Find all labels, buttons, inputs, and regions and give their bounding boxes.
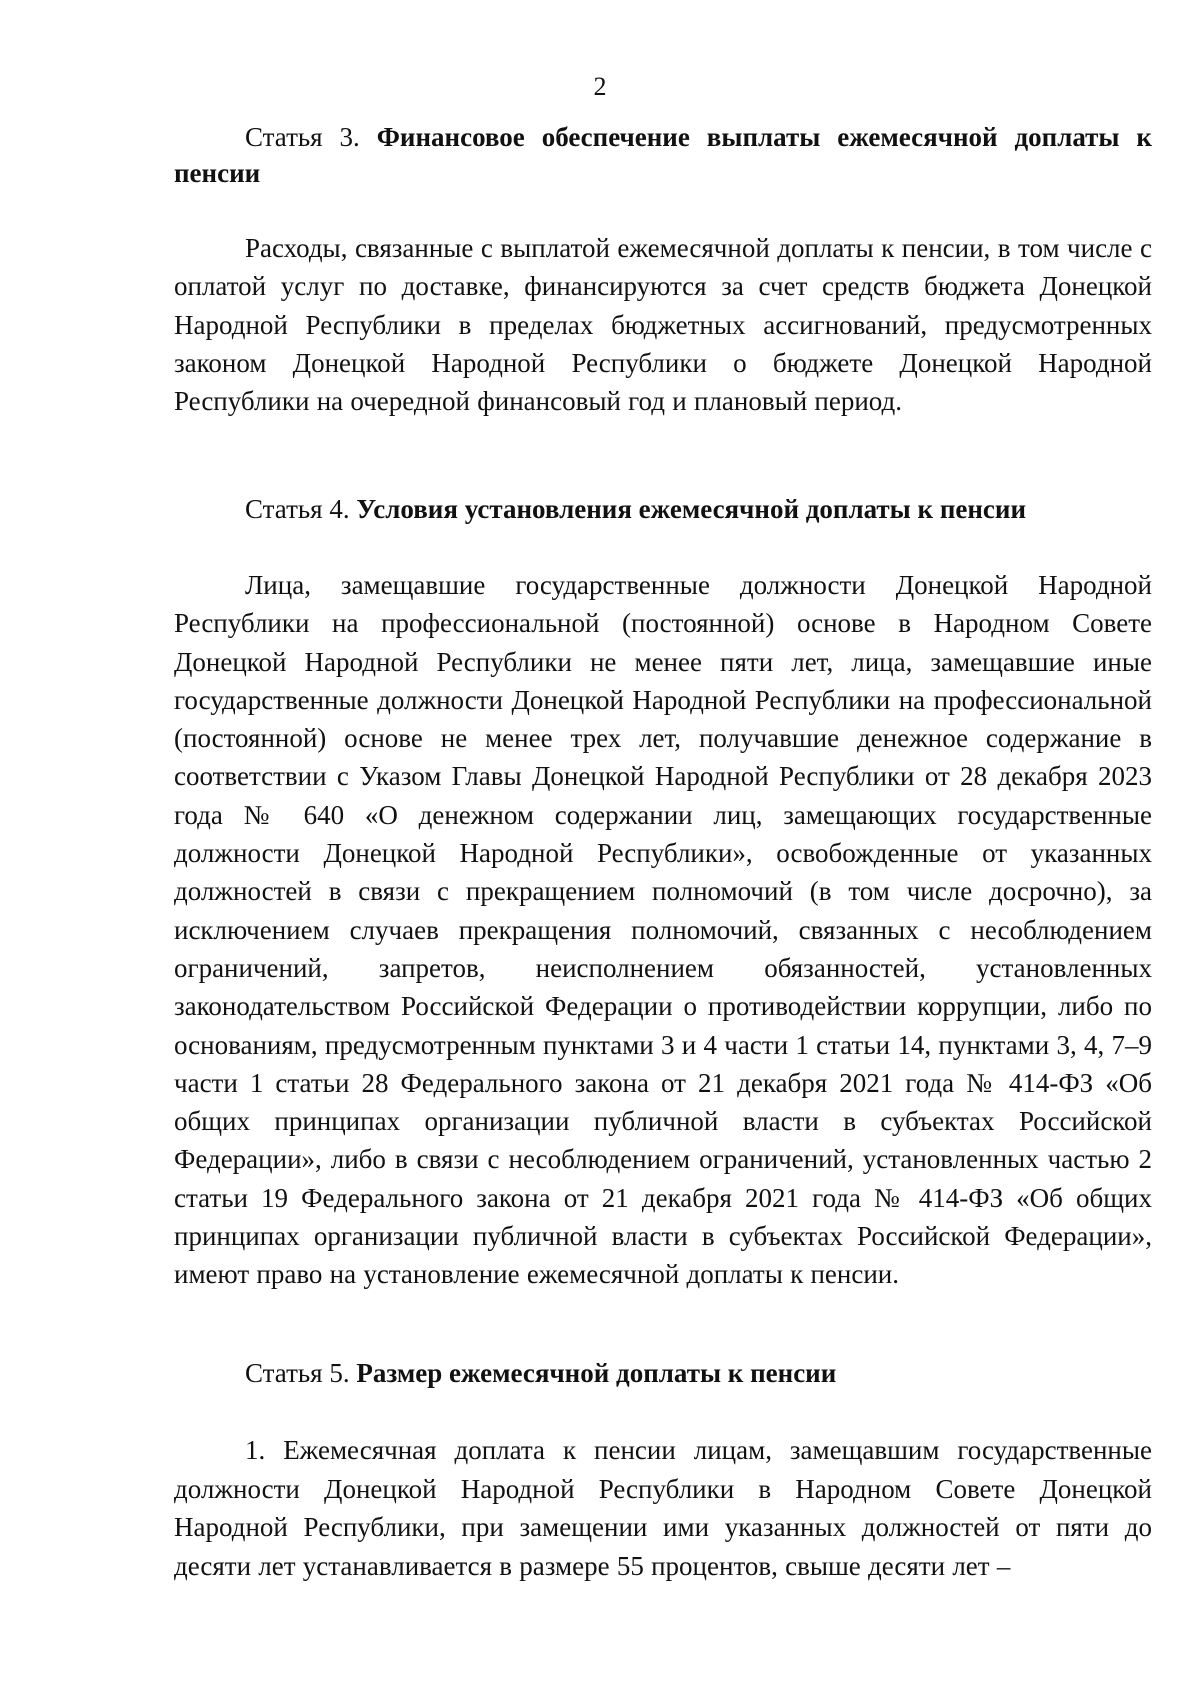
article-4-body: Лица, замещавшие государственные должности Донецкой Народной Республики на профессиональной (постоянной) основе в Народном Совете Донецкой Народной Республики не менее пяти лет, лица, замещавшие иные государственные должности Донецкой Народной Республики на профессиональной (постоянной) основе не менее трех лет, получавшие денежное содержание в соответствии с Указом Главы Донецкой Народной Республики от 28 декабря 2023 года № 640 «О денежном содержании лиц, замещающих государственные должности Донецкой Народной Республики», освобожденные от указанных должностей в связи с прекращением полномочий (в том числе досрочно), за исключением случаев прекращения полномочий, связанных с несоблюдением ограничений, запретов, неисполнением обязанностей, установленных законодательством Российской Федерации о противодействии коррупции, либо по основаниям, предусмотренным пунктами 3 и 4 части 1 статьи 14, пунктами 3, 4, 7–9 части 1 статьи 28 Федерального закона от 21 декабря 2021 года № 414-ФЗ «Об общих принципах организации публичной власти в субъектах Российской Федерации», либо в связи с несоблюдением ограничений, установленных частью 2 статьи 19 Федерального закона от 21 декабря 2021 года № 414-ФЗ «Об общих принципах организации публичной власти в субъектах Российской Федерации», имеют право на установление ежемесячной доплаты к пенсии. [174, 570, 1152, 1290]
article-3-heading [174, 119, 1152, 191]
article-3-title: Финансовое обеспечение выплаты ежемесячной доплаты к пенсии [174, 122, 1152, 188]
article-5-label: Статья 5. [245, 1358, 350, 1388]
article-5-title: Размер ежемесячной доплаты к пенсии [356, 1358, 837, 1388]
article-4-title: Условия установления ежемесячной доплаты к пенсии [356, 494, 1027, 524]
article-5-body: 1. Ежемесячная доплата к пенсии лицам, замещавшим государственные должности Донецкой Народной Республики в Народном Совете Донецкой Народной Республики, при замещении ими указанных должностей от пяти до десяти лет устанавливается в размере 55 процентов, свыше десяти лет – [174, 1435, 1152, 1581]
article-4-label: Статья 4. [245, 494, 350, 524]
article-5-heading [174, 1355, 1152, 1391]
article-3-label: Статья 3. [245, 122, 360, 152]
page-number: 2 [593, 72, 607, 101]
article-4-heading [174, 491, 1152, 527]
article-3-body: Расходы, связанные с выплатой ежемесячной доплаты к пенсии, в том числе с оплатой услуг по доставке, финансируются за счет средств бюджета Донецкой Народной Республики в пределах бюджетных ассигнований, предусмотренных законом Донецкой Народной Республики о бюджете Донецкой Народной Республики на очередной финансовый год и плановый период. [174, 233, 1152, 417]
